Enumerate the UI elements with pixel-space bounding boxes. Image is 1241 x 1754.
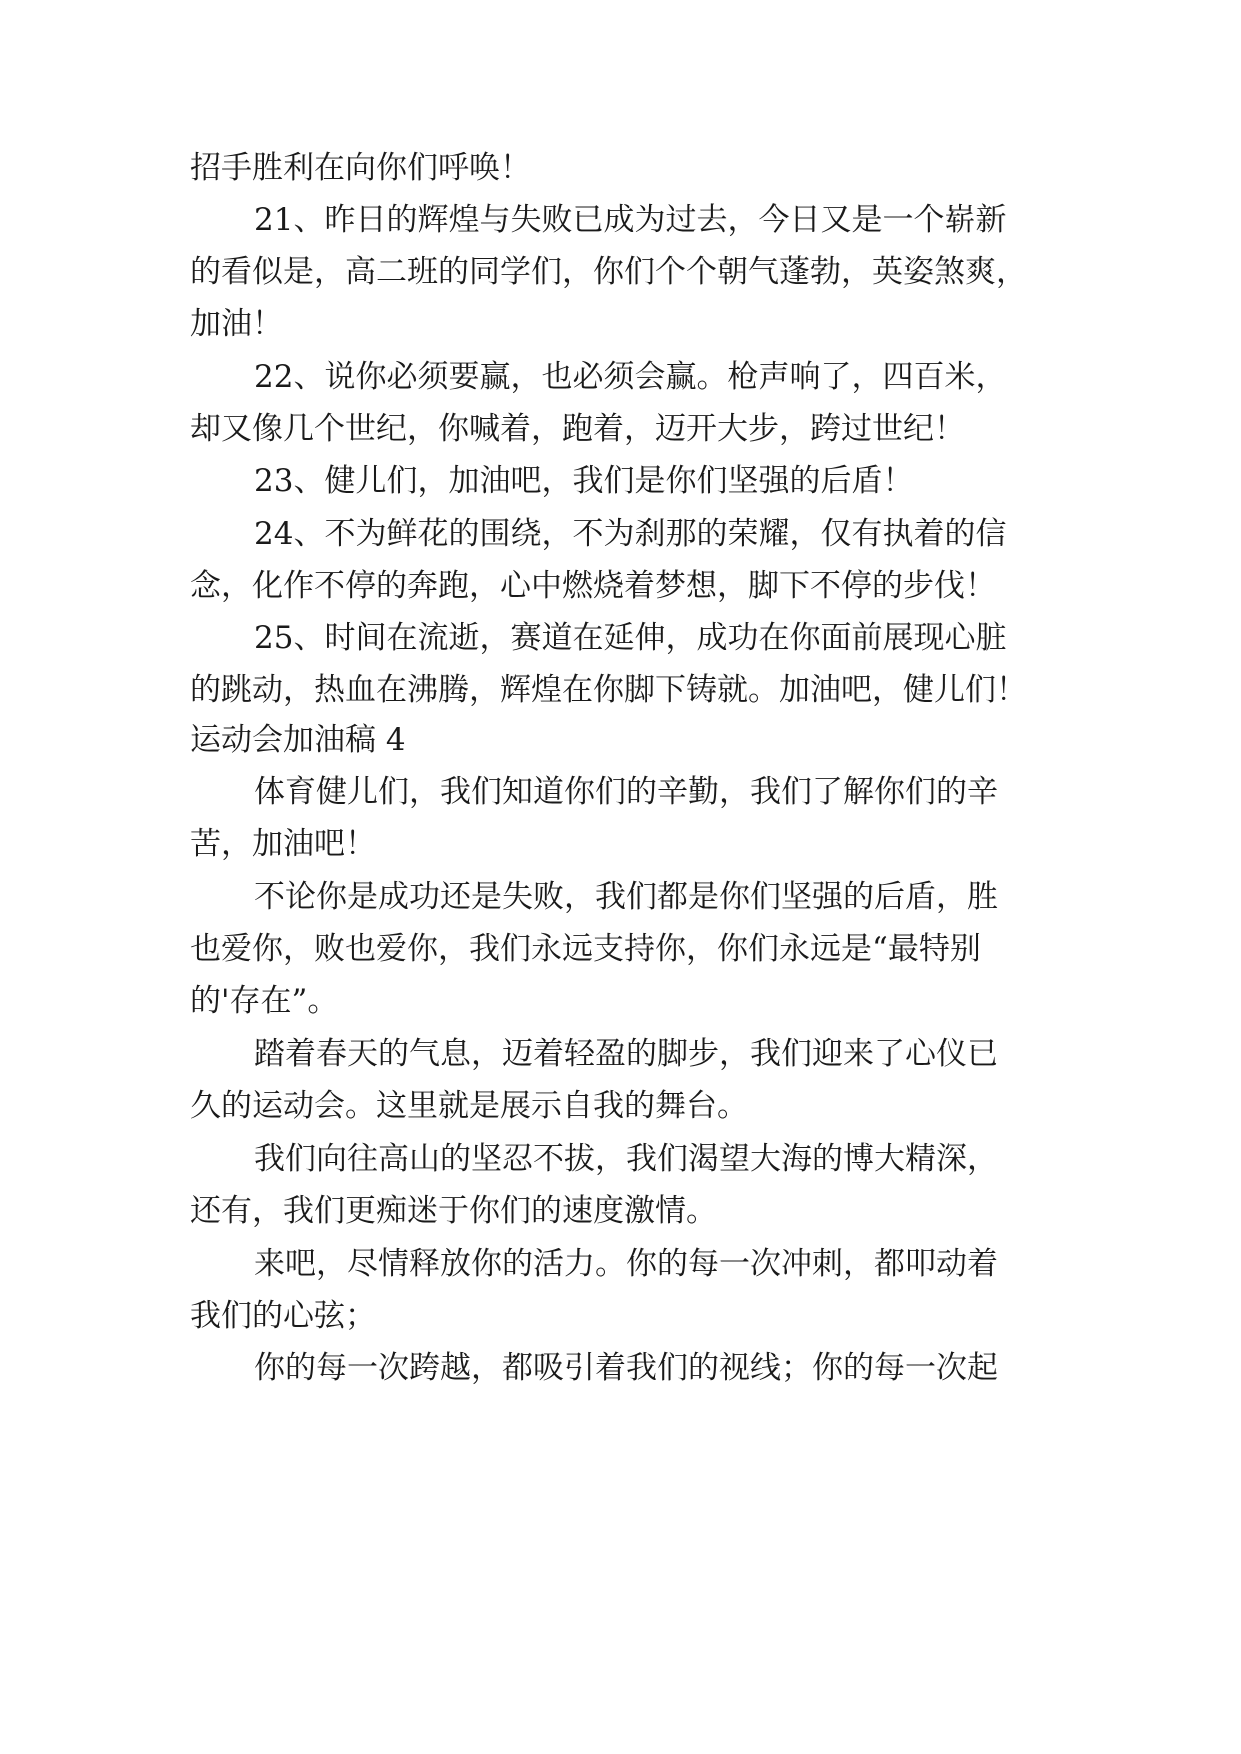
- paragraph-2-line-2: 也爱你，败也爱你，我们永远支持你，你们永远是“最特别: [190, 931, 981, 967]
- paragraph-25-line-2: 的跳动，热血在沸腾，辉煌在你脚下铸就。加油吧，健儿们！: [190, 672, 1027, 708]
- paragraph-2-line-1: 不论你是成功还是失败，我们都是你们坚强的后盾，胜: [254, 879, 998, 915]
- paragraph-25-line-1: 25、时间在流逝，赛道在延伸，成功在你面前展现心脏: [254, 620, 1007, 656]
- paragraph-21-line-3: 加油！: [190, 306, 283, 342]
- paragraph-5-line-2: 我们的心弦；: [190, 1298, 376, 1334]
- section-title: 运动会加油稿 4: [190, 722, 406, 758]
- paragraph-22-line-2: 却又像几个世纪，你喊着，跑着，迈开大步，跨过世纪！: [190, 411, 965, 447]
- paragraph-21-line-2: 的看似是，高二班的同学们，你们个个朝气蓬勃，英姿煞爽，: [190, 254, 1027, 290]
- paragraph-24-line-2: 念，化作不停的奔跑，心中燃烧着梦想，脚下不停的步伐！: [190, 568, 996, 604]
- paragraph-21-line-1: 21、昨日的辉煌与失败已成为过去，今日又是一个崭新: [254, 202, 1007, 238]
- paragraph-22-line-1: 22、说你必须要赢，也必须会赢。枪声响了，四百米，: [254, 359, 1007, 395]
- paragraph-2-line-3: 的'存在”。: [190, 983, 339, 1019]
- paragraph-24-line-1: 24、不为鲜花的围绕，不为刹那的荣耀，仅有执着的信: [254, 516, 1007, 552]
- paragraph-23-line-1: 23、健儿们，加油吧，我们是你们坚强的后盾！: [254, 463, 914, 499]
- paragraph-4-line-2: 还有，我们更痴迷于你们的速度激情。: [190, 1193, 717, 1229]
- paragraph-1-line-1: 体育健儿们，我们知道你们的辛勤，我们了解你们的辛: [254, 774, 998, 810]
- paragraph-4-line-1: 我们向往高山的坚忍不拔，我们渴望大海的博大精深，: [254, 1141, 998, 1177]
- text-line: 招手胜利在向你们呼唤！: [190, 150, 531, 186]
- paragraph-1-line-2: 苦，加油吧！: [190, 826, 376, 862]
- paragraph-5-line-1: 来吧，尽情释放你的活力。你的每一次冲刺，都叩动着: [254, 1246, 998, 1282]
- paragraph-3-line-1: 踏着春天的气息，迈着轻盈的脚步，我们迎来了心仪已: [254, 1036, 998, 1072]
- paragraph-6-line-1: 你的每一次跨越，都吸引着我们的视线；你的每一次起: [254, 1350, 998, 1386]
- paragraph-3-line-2: 久的运动会。这里就是展示自我的舞台。: [190, 1088, 748, 1124]
